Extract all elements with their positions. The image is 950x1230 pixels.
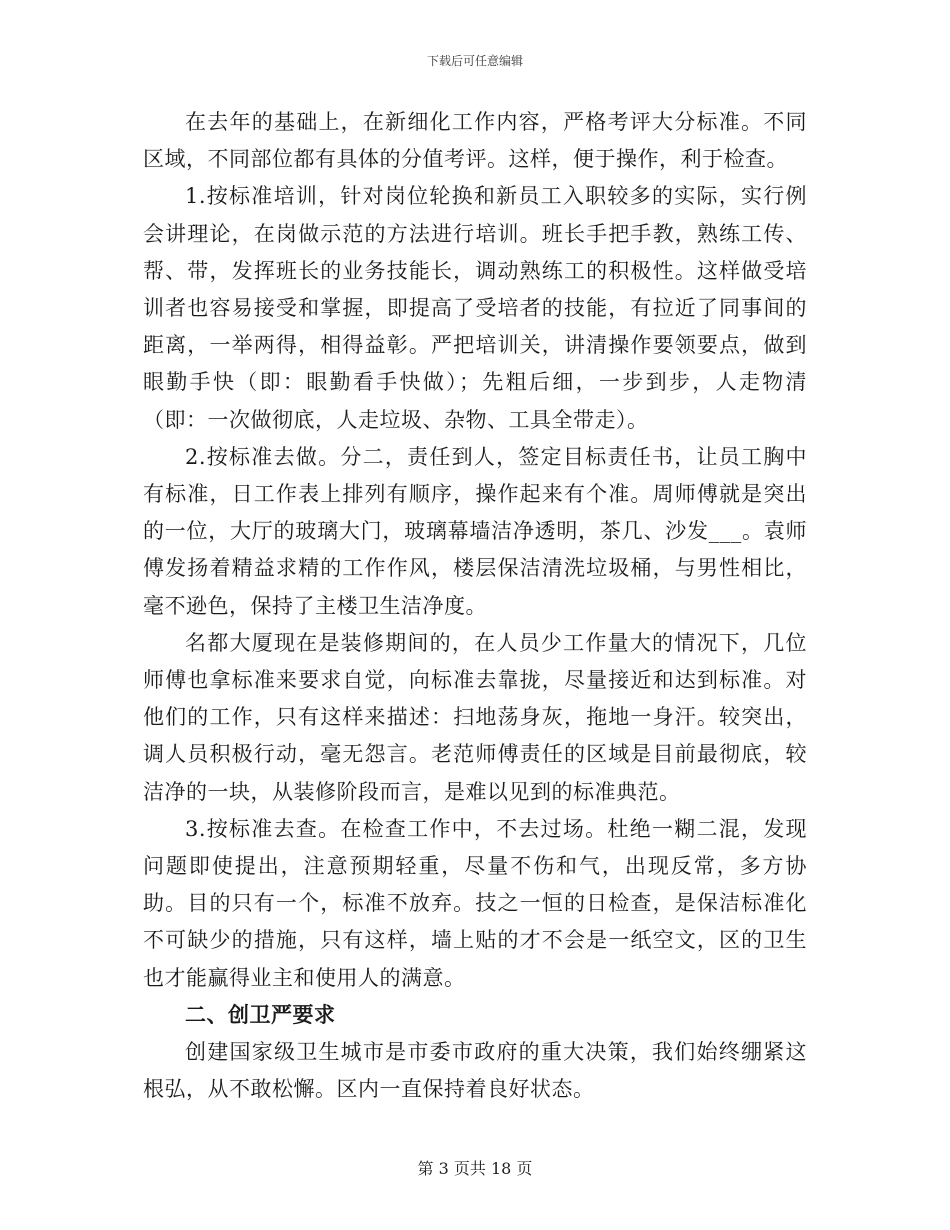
paragraph: 创建国家级卫生城市是市委市政府的重大决策，我们始终绷紧这根弘，从不敢松懈。区内一直保持着良好状态。 [143,1040,807,1102]
paragraph: 3.按标准去查。在检查工作中，不去过场。杜绝一糊二混，发现问题即使提出，注意预期轻重，尽量不伤和气，出现反常，多方协助。目的只有一个，标准不放弃。技之一恒的日检查，是保洁标准化不可缺少的措施，只有这样，墙上贴的才不会是一纸空文，区的卫生也才能赢得业主和使用人的满意。 [143,816,807,990]
header-note: 下载后可任意编辑 [426,54,523,68]
paragraph: 名都大厦现在是装修期间的，在人员少工作量大的情况下，几位师傅也拿标准来要求自觉，向标准去靠拢，尽量接近和达到标准。对他们的工作，只有这样来描述：扫地荡身灰，拖地一身汗。较突出，调人员积极行动，毫无怨言。老范师傅责任的区域是目前最彻底，较洁净的一块，从装修阶段而言，是难以见到的标准典范。 [143,630,807,804]
paragraph: 在去年的基础上，在新细化工作内容，严格考评大分标准。不同区域，不同部位都有具体的分值考评。这样，便于操作，利于检查。 [143,110,807,172]
document-body [143,104,807,1108]
page-number: 第 3 页共 18 页 [417,1159,533,1178]
paragraph: 2.按标准去做。分二，责任到人，签定目标责任书，让员工胸中有标准，日工作表上排列有顺序，操作起来有个准。周师傅就是突出的一位，大厅的玻璃大门，玻璃幕墙洁净透明，茶几、沙发___。袁师傅发扬着精益求精的工作作风，楼层保洁清洗垃圾桶，与男性相比，毫不逊色，保持了主楼卫生洁净度。 [143,444,807,618]
section-heading: 二、创卫严要求 [185,1002,336,1027]
paragraph: 1.按标准培训，针对岗位轮换和新员工入职较多的实际，实行例会讲理论，在岗做示范的方法进行培训。班长手把手教，熟练工传、帮、带，发挥班长的业务技能长，调动熟练工的积极性。这样做受培训者也容易接受和掌握，即提高了受培者的技能，有拉近了同事间的距离，一举两得，相得益彰。严把培训关，讲清操作要领要点，做到眼勤手快（即：眼勤看手快做）；先粗后细，一步到步，人走物清（即：一次做彻底，人走垃圾、杂物、工具全带走）。 [143,184,807,432]
